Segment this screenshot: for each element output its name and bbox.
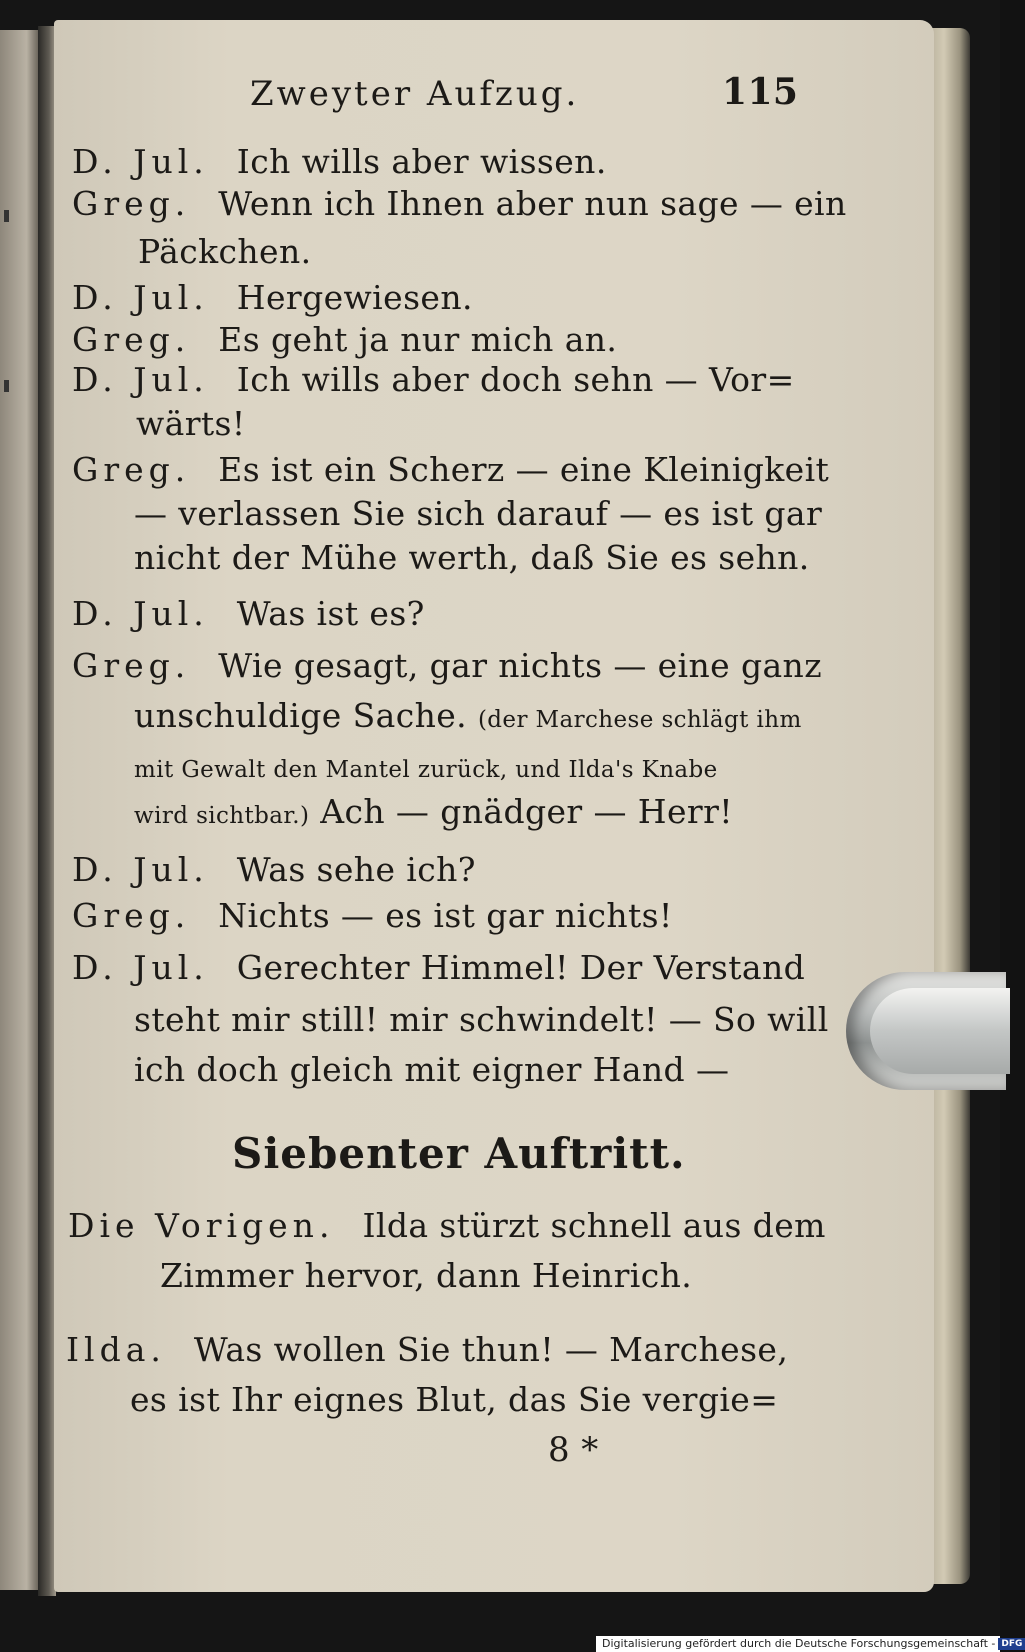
line-text: steht mir still! mir schwindelt! — So will [134,1000,829,1039]
line-text: Nichts — es ist gar nichts! [218,896,673,935]
speaker-name: Greg. [72,184,191,223]
dialogue-line [134,1000,829,1040]
dialogue-line [72,320,617,360]
dialogue-line [134,792,733,836]
dialogue-line [136,404,246,444]
dialogue-line [134,696,802,740]
speaker-name: D. Jul. [72,142,209,181]
line-text: Gerechter Himmel! Der Verstand [236,948,806,987]
speaker-name: D. Jul. [72,594,209,633]
dialogue-line [134,538,810,578]
running-title: Zweyter Aufzug. [250,74,580,114]
digitization-footer [596,1636,1023,1652]
line-text: Was ist es? [236,594,425,633]
speaker-name: Die Vorigen. [68,1206,335,1245]
speaker-name: D. Jul. [72,360,209,399]
dialogue-line [134,1050,729,1090]
speaker-name: D. Jul. [72,278,209,317]
line-text: Es ist ein Scherz — eine Kleinigkeit [218,450,830,489]
stage-direction: mit Gewalt den Mantel zurück, und Ilda's Knabe [134,757,718,783]
line-text: Was sehe ich? [236,850,476,889]
page-number: 115 [722,71,799,113]
line-text: Päckchen. [138,232,312,271]
dialogue-line [138,232,311,272]
line-text: Ich wills aber wissen. [236,142,607,181]
line-text: Es geht ja nur mich an. [218,320,618,359]
line-text: Was wollen Sie thun! — Marchese, [193,1330,789,1369]
dialogue-line [134,494,822,534]
dialogue-line [72,948,805,988]
speaker-name: D. Jul. [72,850,209,889]
speaker-name: Greg. [72,896,191,935]
dialogue-line [72,594,425,634]
line-text: — verlassen Sie sich darauf — es ist gar [134,494,823,533]
line-text: Ilda stürzt schnell aus dem [362,1206,826,1245]
line-text: wärts! [136,404,246,443]
dialogue-line [72,184,847,224]
stage-direction-line [160,1256,692,1296]
dialogue-line [72,278,473,318]
dfg-logo: DFG [998,1638,1025,1650]
line-text: Zimmer hervor, dann Heinrich. [160,1256,693,1295]
stage-direction-line [68,1206,826,1246]
speaker-name: Greg. [72,646,191,685]
speaker-name: Greg. [72,320,191,359]
speaker-name: Greg. [72,450,191,489]
stage-direction: (der Marchese schlägt ihm [477,707,802,733]
line-text: Hergewiesen. [236,278,473,317]
line-text: unschuldige Sache. [134,696,468,735]
scene-title: Siebenter Auftritt. [232,1129,686,1178]
dialogue-line [72,646,822,686]
line-text: Ach — gnädger — Herr! [320,792,733,831]
speaker-name: Ilda. [66,1330,166,1369]
dialogue-line [130,1380,778,1420]
footer-text: Digitalisierung gefördert durch die Deutsche Forschungsgemeinschaft - [602,1637,996,1650]
dialogue-line [66,1330,788,1370]
dialogue-line [72,850,476,890]
line-text: Wenn ich Ihnen aber nun sage — ein [218,184,847,223]
line-text: Ich wills aber doch sehn — Vor= [236,360,795,399]
stage-direction-line [134,750,718,790]
stage-direction: wird sichtbar.) [134,803,310,829]
dialogue-line [72,450,829,490]
dialogue-line [72,360,795,400]
line-text: Wie gesagt, gar nichts — eine ganz [218,646,822,685]
signature-mark: 8 * [548,1430,599,1470]
line-text: nicht der Mühe werth, daß Sie es sehn. [134,538,810,577]
dialogue-line [72,896,673,936]
speaker-name: D. Jul. [72,948,209,987]
line-text: ich doch gleich mit eigner Hand — [134,1050,730,1089]
dialogue-line [72,142,607,182]
line-text: es ist Ihr eignes Blut, das Sie vergie= [130,1380,779,1419]
